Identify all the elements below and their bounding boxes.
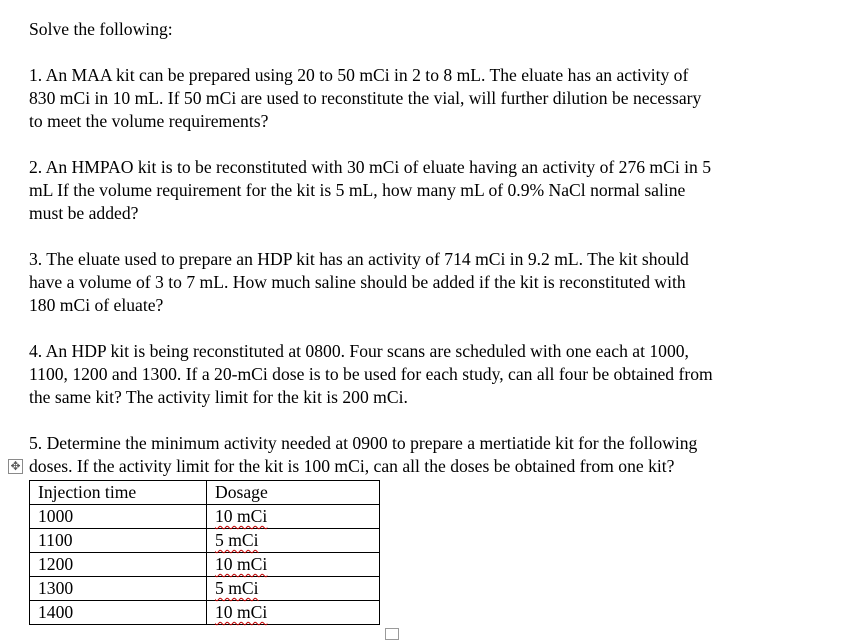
table-move-handle[interactable] xyxy=(8,459,23,474)
question-5: 5. Determine the minimum activity needed at 0900 to prepare a mertiatide kit for the following doses. If the activity limit for the kit is 100 mCi, can all the doses be obtained from one kit? xyxy=(29,433,698,476)
document-body xyxy=(29,18,829,501)
table-row xyxy=(30,577,380,601)
dosage-value: 5 mCi xyxy=(215,578,259,598)
table-row xyxy=(30,553,380,577)
dosage-value: 10 mCi xyxy=(215,602,268,622)
question-2: 2. An HMPAO kit is to be reconstituted with 30 mCi of eluate having an activity of 276 mCi in 5 mL If the volume requirement for the kit is 5 mL, how many mL of 0.9% NaCl normal saline must be added? xyxy=(29,157,712,223)
move-arrows-icon: ✥ xyxy=(10,459,21,473)
dosage-value: 10 mCi xyxy=(215,554,268,574)
injection-time-cell: 1200 xyxy=(30,553,207,577)
dosage-cell xyxy=(207,529,380,553)
dosage-cell xyxy=(207,577,380,601)
table-header-row xyxy=(30,481,380,505)
injection-time-cell: 1400 xyxy=(30,601,207,625)
injection-time-cell: 1300 xyxy=(30,577,207,601)
table-row xyxy=(30,505,380,529)
dosage-cell xyxy=(207,553,380,577)
question-1: 1. An MAA kit can be prepared using 20 to 50 mCi in 2 to 8 mL. The eluate has an activity of 830 mCi in 10 mL. If 50 mCi are used to reconstitute the vial, will further dilution be necessary to meet the volume requirements? xyxy=(29,65,702,131)
question-4: 4. An HDP kit is being reconstituted at 0800. Four scans are scheduled with one each at 1000, 1100, 1200 and 1300. If a 20-mCi dose is to be used for each study, can all four be obtained from the same kit? The activity limit for the kit is 200 mCi. xyxy=(29,341,713,407)
table-row xyxy=(30,601,380,625)
dosage-cell xyxy=(207,601,380,625)
injection-time-cell: 1100 xyxy=(30,529,207,553)
injection-time-cell: 1000 xyxy=(30,505,207,529)
dosage-value: 10 mCi xyxy=(215,506,268,526)
dosage-value: 5 mCi xyxy=(215,530,259,550)
dose-table xyxy=(29,480,380,625)
dosage-cell xyxy=(207,505,380,529)
question-3: 3. The eluate used to prepare an HDP kit has an activity of 714 mCi in 9.2 mL. The kit should have a volume of 3 to 7 mL. How much saline should be added if the kit is reconstituted with 180 mCi of eluate? xyxy=(29,249,689,315)
header-injection-time: Injection time xyxy=(30,481,207,505)
table-resize-handle[interactable] xyxy=(385,628,399,640)
heading: Solve the following: xyxy=(29,19,173,39)
header-dosage: Dosage xyxy=(207,481,380,505)
table-row xyxy=(30,529,380,553)
